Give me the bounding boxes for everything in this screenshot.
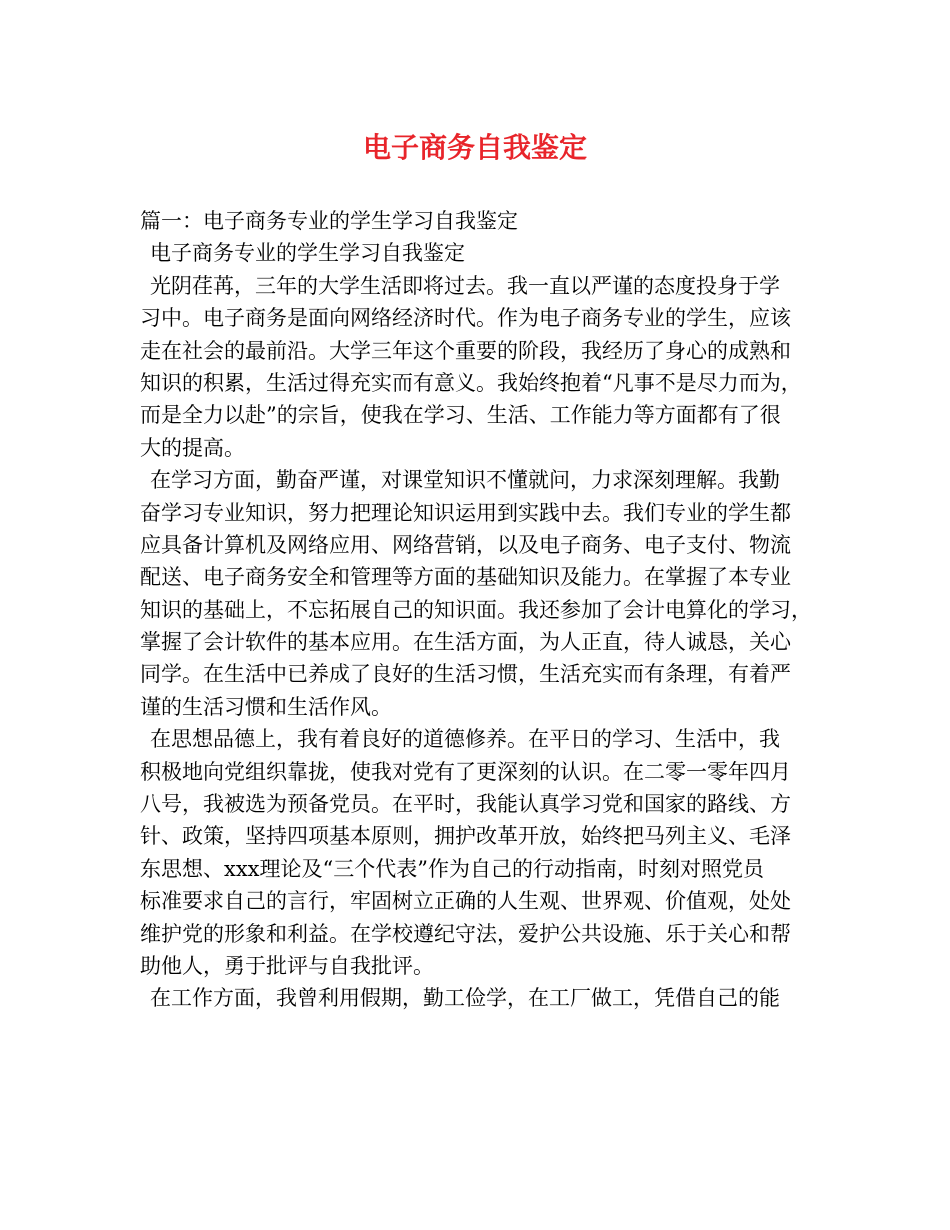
text-line: 积极地向党组织靠拢，使我对党有了更深刻的认识。在二零一零年四月 — [140, 759, 791, 784]
text-line: 知识的积累，生活过得充实而有意义。我始终抱着“凡事不是尽力而为， — [140, 370, 802, 395]
text-line: 八号，我被选为预备党员。在平时，我能认真学习党和国家的路线、方 — [140, 792, 791, 817]
text-line: 掌握了会计软件的基本应用。在生活方面，为人正直，待人诚恳，关心 — [140, 630, 791, 655]
section-heading: 篇一：电子商务专业的学生学习自我鉴定 — [140, 209, 518, 233]
text-line: 大的提高。 — [140, 435, 245, 460]
subsection-heading: 电子商务专业的学生学习自我鉴定 — [150, 241, 465, 266]
text-line: 走在社会的最前沿。大学三年这个重要的阶段，我经历了身心的成熟和 — [140, 338, 791, 363]
text-line: 在工作方面，我曾利用假期，勤工俭学，在工厂做工，凭借自己的能 — [150, 986, 780, 1011]
text-line: 同学。在生活中已养成了良好的生活习惯，生活充实而有条理，有着严 — [140, 662, 791, 687]
text-line: 而是全力以赴”的宗旨，使我在学习、生活、工作能力等方面都有了很 — [140, 403, 781, 428]
text-line: 知识的基础上，不忘拓展自己的知识面。我还参加了会计电算化的学习， — [140, 597, 812, 622]
text-line: 针、政策，坚持四项基本原则，拥护改革开放，始终把马列主义、毛泽 — [140, 824, 791, 849]
text-line: 标准要求自己的言行，牢固树立正确的人生观、世界观、价值观，处处 — [140, 889, 791, 914]
text-line: 光阴荏苒，三年的大学生活即将过去。我一直以严谨的态度投身于学 — [150, 273, 780, 298]
document-title: 电子商务自我鉴定 — [362, 131, 587, 164]
text-line: 奋学习专业知识，努力把理论知识运用到实践中去。我们专业的学生都 — [140, 500, 791, 525]
text-line: 助他人，勇于批评与自我批评。 — [140, 953, 434, 978]
text-line: 在思想品德上，我有着良好的道德修养。在平日的学习、生活中，我 — [150, 727, 780, 752]
text-line: 习中。电子商务是面向网络经济时代。作为电子商务专业的学生，应该 — [140, 306, 791, 331]
text-line: 配送、电子商务安全和管理等方面的基础知识及能力。在掌握了本专业 — [140, 565, 791, 590]
text-line: 东思想、xxx理论及“三个代表”作为自己的行动指南，时刻对照党员 — [140, 856, 764, 881]
text-line: 谨的生活习惯和生活作风。 — [140, 694, 392, 719]
text-line: 在学习方面，勤奋严谨，对课堂知识不懂就问，力求深刻理解。我勤 — [150, 468, 780, 493]
text-line: 维护党的形象和利益。在学校遵纪守法，爱护公共设施、乐于关心和帮 — [140, 921, 791, 946]
text-line: 应具备计算机及网络应用、网络营销，以及电子商务、电子支付、物流 — [140, 532, 791, 557]
document-body — [140, 205, 820, 1015]
